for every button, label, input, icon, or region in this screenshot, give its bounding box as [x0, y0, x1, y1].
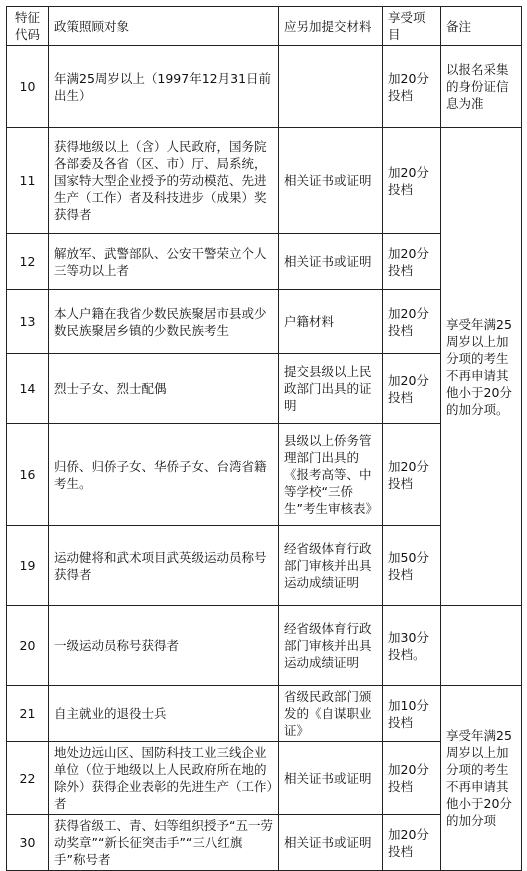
- table-row: [7, 606, 522, 686]
- table-row: [7, 46, 522, 128]
- row-target: 一级运动员称号获得者: [49, 606, 279, 686]
- header-remarks: 备注: [441, 7, 522, 46]
- row-benefit: 加20分投档: [383, 234, 441, 290]
- table-row: [7, 686, 522, 742]
- row-benefit: 加20分投档: [383, 46, 441, 128]
- row-code: 30: [7, 815, 49, 871]
- row-benefit: 加20分投档: [383, 354, 441, 424]
- header-target: 政策照顾对象: [49, 7, 279, 46]
- row-benefit: 加20分投档: [383, 290, 441, 354]
- row-target: 地处边远山区、国防科技工业三线企业单位（位于地级以上人民政府所在地的除外）获得企业表彰的先进生产（工作）者: [49, 742, 279, 815]
- table-row: [7, 128, 522, 234]
- row-benefit: 加30分投档。: [383, 606, 441, 686]
- row-target: 自主就业的退役士兵: [49, 686, 279, 742]
- row-code: 10: [7, 46, 49, 128]
- row-remark-empty: [441, 606, 522, 686]
- merged-remark-a: 享受年满25周岁以上加分项的考生不再申请其他小于20分的加分项。: [441, 128, 522, 606]
- header-benefit: 享受项目: [383, 7, 441, 46]
- merged-remark-b: 享受年满25周岁以上加分项的考生不再申请其他小于20分的加分项: [441, 686, 522, 871]
- header-row: [7, 7, 522, 46]
- row-materials: 县级以上侨务管理部门出具的《报考高等、中等学校“三侨生”考生审核表》: [279, 424, 383, 526]
- row-materials: 提交县级以上民政部门出具的证明: [279, 354, 383, 424]
- row-materials: 相关证书或证明: [279, 815, 383, 871]
- row-target: 运动健将和武术项目武英级运动员称号获得者: [49, 526, 279, 606]
- row-code: 16: [7, 424, 49, 526]
- header-materials: 应另加提交材料: [279, 7, 383, 46]
- row-code: 21: [7, 686, 49, 742]
- row-benefit: 加20分投档: [383, 815, 441, 871]
- row-code: 19: [7, 526, 49, 606]
- row-target: 获得地级以上（含）人民政府，国务院各部委及各省（区、市）厅、局系统，国家特大型企业授予的劳动模范、先进生产（工作）者及科技进步（成果）奖获得者: [49, 128, 279, 234]
- row-code: 22: [7, 742, 49, 815]
- row-code: 13: [7, 290, 49, 354]
- row-materials: 户籍材料: [279, 290, 383, 354]
- row-materials: 相关证书或证明: [279, 128, 383, 234]
- row-code: 12: [7, 234, 49, 290]
- row-target: 归侨、归侨子女、华侨子女、台湾省籍考生。: [49, 424, 279, 526]
- row-materials: [279, 46, 383, 128]
- policy-table: [6, 6, 522, 871]
- row-target: 烈士子女、烈士配偶: [49, 354, 279, 424]
- row-materials: 相关证书或证明: [279, 742, 383, 815]
- row-benefit: 加20分投档: [383, 424, 441, 526]
- row-benefit: 加10分投档: [383, 686, 441, 742]
- row-code: 14: [7, 354, 49, 424]
- row-target: 年满25周岁以上（1997年12月31日前出生）: [49, 46, 279, 128]
- row-target: 本人户籍在我省少数民族聚居市县或少数民族聚居乡镇的少数民族考生: [49, 290, 279, 354]
- row-materials: 相关证书或证明: [279, 234, 383, 290]
- row-target: 获得省级工、青、妇等组织授予“五一劳动奖章”“新长征突击手”“三八红旗手”称号者: [49, 815, 279, 871]
- row-code: 20: [7, 606, 49, 686]
- row-remark: 以报名采集的身份证信息为准: [441, 46, 522, 128]
- row-benefit: 加20分投档: [383, 742, 441, 815]
- row-benefit: 加20分投档: [383, 128, 441, 234]
- row-materials: 省级民政部门颁发的《自谋职业证》: [279, 686, 383, 742]
- header-code: 特征代码: [7, 7, 49, 46]
- row-benefit: 加50分投档: [383, 526, 441, 606]
- row-target: 解放军、武警部队、公安干警荣立个人三等功以上者: [49, 234, 279, 290]
- row-materials: 经省级体育行政部门审核并出具运动成绩证明: [279, 606, 383, 686]
- row-code: 11: [7, 128, 49, 234]
- row-materials: 经省级体育行政部门审核并出具运动成绩证明: [279, 526, 383, 606]
